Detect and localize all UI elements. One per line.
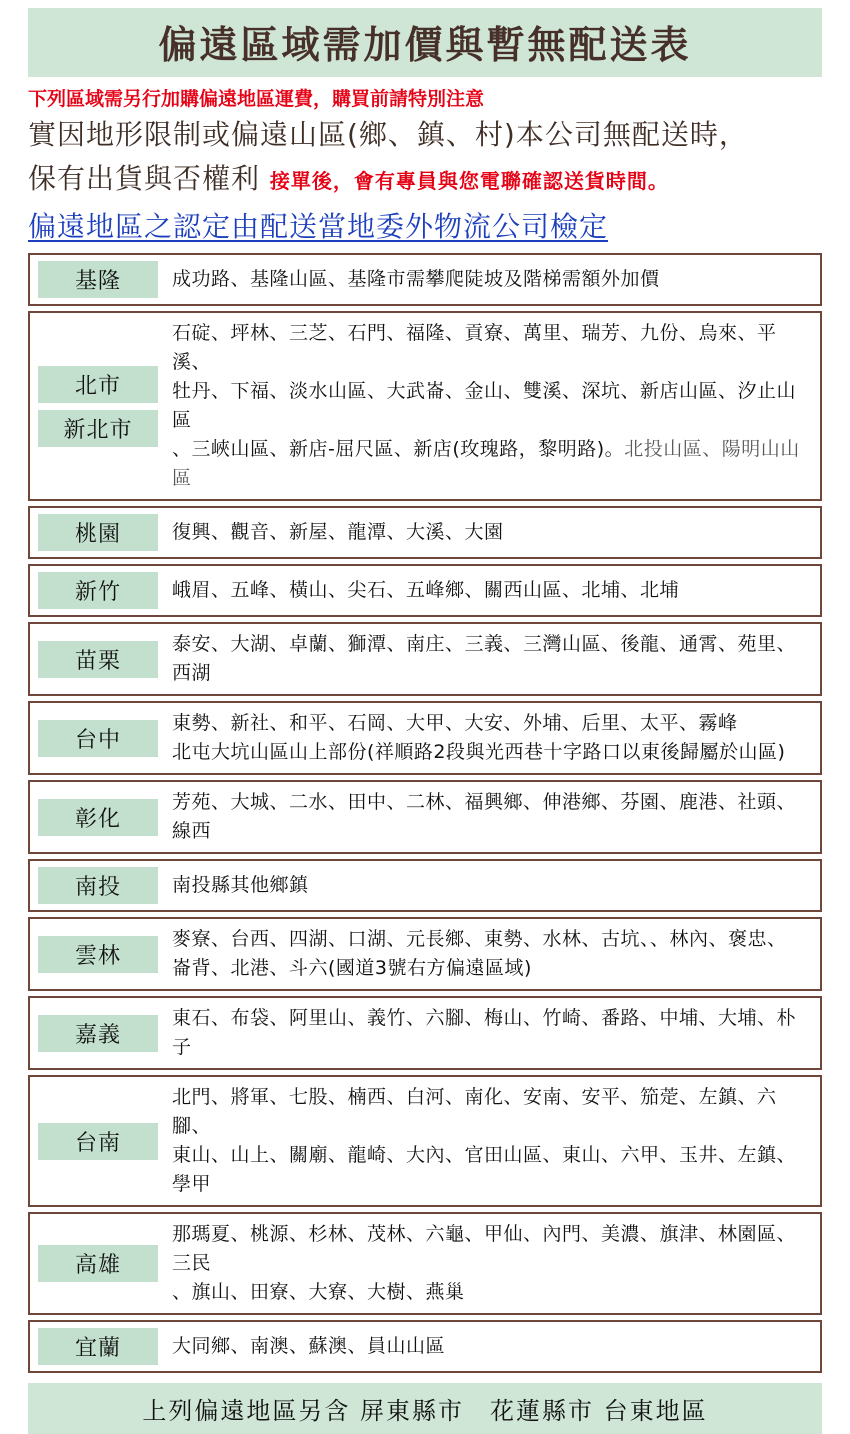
region-label: 嘉義 (38, 1015, 158, 1052)
region-row (28, 1320, 822, 1373)
region-areas-line: 石碇、坪林、三芝、石門、福隆、貢寮、萬里、瑞芳、九份、烏來、平溪、 (172, 322, 777, 373)
surcharge-warning-text: 下列區域需另行加購偏遠地區運費，購買前請特別注意 (28, 88, 485, 110)
region-areas-line: 麥寮、台西、四湖、口湖、元長鄉、東勢、水林、古坑、、林內、褒忠、 (172, 928, 787, 950)
region-label: 高雄 (38, 1245, 158, 1282)
region-surcharge-table (28, 253, 822, 1373)
region-row (28, 253, 822, 306)
region-label-column (38, 720, 158, 757)
region-label: 彰化 (38, 799, 158, 836)
title-banner (28, 8, 822, 77)
region-label: 台中 (38, 720, 158, 757)
region-areas-text (172, 788, 812, 846)
region-areas-text (172, 1004, 812, 1062)
region-row (28, 622, 822, 696)
region-label-column (38, 572, 158, 609)
region-row (28, 859, 822, 912)
region-areas-line: 南投縣其他鄉鎮 (172, 874, 309, 896)
policy-line2: 保有出貨與否權利 (28, 162, 261, 195)
region-areas-line: 泰安、大湖、卓蘭、獅潭、南庄、三義、三灣山區、後龍、通霄、苑里、西湖 (172, 633, 797, 684)
region-label-column (38, 366, 158, 447)
footer-banner: 上列偏遠地區另含 屏東縣市 花蓮縣市 台東地區 (28, 1383, 822, 1434)
region-row (28, 1075, 822, 1207)
region-areas-line: 崙背、北港、斗六(國道3號右方偏遠區域) (172, 957, 532, 979)
region-areas-text (172, 709, 812, 767)
region-label: 苗栗 (38, 641, 158, 678)
region-areas-gray-note: 北投山區、陽明山山區 (172, 438, 800, 489)
region-label: 南投 (38, 867, 158, 904)
region-label-column (38, 261, 158, 298)
region-label: 新竹 (38, 572, 158, 609)
region-row (28, 506, 822, 559)
region-label: 雲林 (38, 936, 158, 973)
region-areas-line: 成功路、基隆山區、基隆市需攀爬陡坡及階梯需額外加價 (172, 268, 660, 290)
region-label-column (38, 1123, 158, 1160)
region-areas-text (172, 319, 812, 493)
region-label-column (38, 867, 158, 904)
policy-red-note: 接單後，會有專員與您電聯確認送貨時間。 (269, 169, 669, 193)
region-areas-line: 峨眉、五峰、橫山、尖石、五峰鄉、關西山區、北埔、北埔 (172, 579, 680, 601)
region-row (28, 996, 822, 1070)
region-areas-line: 大同鄉、南澳、蘇澳、員山山區 (172, 1335, 446, 1357)
region-areas-text (172, 576, 812, 605)
region-areas-line: 那瑪夏、桃源、杉林、茂林、六龜、甲仙、內門、美濃、旗津、林園區、三民 (172, 1223, 797, 1274)
region-areas-line: 北門、將軍、七股、楠西、白河、南化、安南、安平、笳萣、左鎮、六腳、 (172, 1086, 777, 1137)
region-areas-line: 牡丹、下福、淡水山區、大武崙、金山、雙溪、深坑、新店山區、汐止山區 (172, 380, 797, 431)
region-areas-text (172, 925, 812, 983)
region-label: 台南 (38, 1123, 158, 1160)
region-label-column (38, 1245, 158, 1282)
region-areas-text (172, 1083, 812, 1199)
region-areas-text (172, 265, 812, 294)
region-areas-line: 復興、觀音、新屋、龍潭、大溪、大園 (172, 521, 504, 543)
region-areas-text (172, 630, 812, 688)
region-row (28, 564, 822, 617)
region-areas-text (172, 1220, 812, 1307)
page-title: 偏遠區域需加價與暫無配送表 (158, 23, 692, 67)
region-label: 桃園 (38, 514, 158, 551)
region-row (28, 701, 822, 775)
region-areas-text (172, 871, 812, 900)
region-label: 新北市 (38, 410, 158, 447)
region-label-column (38, 514, 158, 551)
region-label: 基隆 (38, 261, 158, 298)
region-row (28, 780, 822, 854)
region-row (28, 917, 822, 991)
policy-line1: 實因地形限制或偏遠山區(鄉、鎮、村)本公司無配送時， (28, 118, 748, 151)
region-label-column (38, 936, 158, 973)
region-row (28, 1212, 822, 1315)
remote-area-definition-heading: 偏遠地區之認定由配送當地委外物流公司檢定 (28, 210, 609, 243)
region-areas-line: 東石、布袋、阿里山、義竹、六腳、梅山、竹崎、番路、中埔、大埔、朴子 (172, 1007, 797, 1058)
region-label: 宜蘭 (38, 1328, 158, 1365)
region-areas-line: 東勢、新社、和平、石岡、大甲、大安、外埔、后里、太平、霧峰 (172, 712, 738, 734)
region-areas-line: 東山、山上、關廟、龍崎、大內、官田山區、東山、六甲、玉井、左鎮、學甲 (172, 1144, 797, 1195)
region-label-column (38, 799, 158, 836)
region-areas-text (172, 1332, 812, 1361)
region-label: 北市 (38, 366, 158, 403)
region-areas-line: 北屯大坑山區山上部份(祥順路2段與光西巷十字路口以東後歸屬於山區) (172, 741, 786, 763)
region-areas-line: 、三峽山區、新店-屈尺區、新店(玫瑰路，黎明路)。北投山區、陽明山山區 (172, 438, 800, 489)
region-row (28, 311, 822, 501)
region-label-column (38, 1328, 158, 1365)
region-areas-line: 芳苑、大城、二水、田中、二林、福興鄉、伸港鄉、芬園、鹿港、社頭、線西 (172, 791, 797, 842)
region-areas-line: 、旗山、田寮、大寮、大樹、燕巢 (172, 1281, 465, 1303)
delivery-policy-text (28, 113, 822, 203)
region-label-column (38, 1015, 158, 1052)
region-label-column (38, 641, 158, 678)
region-areas-text (172, 518, 812, 547)
